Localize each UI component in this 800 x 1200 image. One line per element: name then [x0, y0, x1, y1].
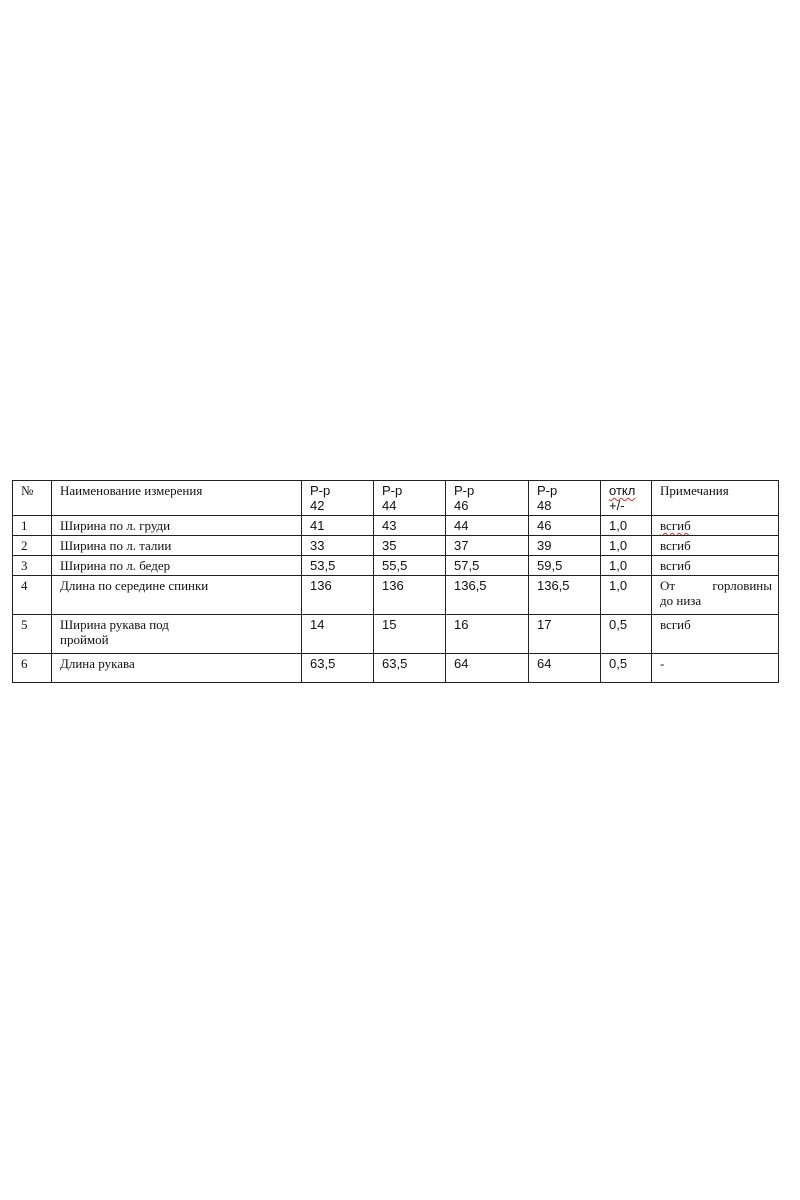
cell-note: всгиб	[652, 536, 779, 556]
header-size-46-label: Р-р	[454, 483, 475, 498]
cell-deviation: 1,0	[601, 556, 652, 576]
table-row	[13, 654, 779, 683]
cell-size-42: 14	[302, 615, 374, 654]
cell-deviation: 1,0	[601, 536, 652, 556]
header-size-44-label: Р-р	[382, 483, 403, 498]
cell-size-42: 136	[302, 576, 374, 615]
row-num: 3	[13, 556, 52, 576]
header-num	[13, 481, 52, 516]
cell-size-48: 64	[529, 654, 601, 683]
header-num-text: №	[21, 483, 34, 498]
cell-size-42: 41	[302, 516, 374, 536]
cell-size-48: 17	[529, 615, 601, 654]
row-name-line-1: Ширина рукава под	[60, 617, 169, 632]
table-row	[13, 536, 779, 556]
cell-size-42: 53,5	[302, 556, 374, 576]
cell-size-46: 37	[446, 536, 529, 556]
row-num: 5	[13, 615, 52, 654]
cell-size-44: 15	[374, 615, 446, 654]
cell-note-line-1: От горловины	[660, 578, 772, 593]
cell-size-44: 55,5	[374, 556, 446, 576]
header-size-42-value: 42	[310, 498, 325, 513]
cell-note: всгиб	[652, 615, 779, 654]
row-num: 1	[13, 516, 52, 536]
cell-note	[652, 516, 779, 536]
row-name: Ширина по л. талии	[52, 536, 302, 556]
row-name: Ширина по л. груди	[52, 516, 302, 536]
cell-size-44: 43	[374, 516, 446, 536]
row-name: Длина рукава	[52, 654, 302, 683]
header-deviation-label: откл	[609, 483, 636, 498]
table-row	[13, 576, 779, 615]
cell-size-46: 57,5	[446, 556, 529, 576]
table-row	[13, 556, 779, 576]
row-name: Длина по середине спинки	[52, 576, 302, 615]
cell-size-48: 39	[529, 536, 601, 556]
cell-size-44: 35	[374, 536, 446, 556]
cell-size-46: 44	[446, 516, 529, 536]
cell-note: всгиб	[652, 556, 779, 576]
cell-deviation: 0,5	[601, 654, 652, 683]
header-deviation-sign: +/-	[609, 498, 625, 513]
cell-deviation: 1,0	[601, 516, 652, 536]
cell-size-46: 136,5	[446, 576, 529, 615]
cell-size-48: 46	[529, 516, 601, 536]
row-name-line-2: проймой	[60, 632, 109, 647]
table-header-row	[13, 481, 779, 516]
header-size-48	[529, 481, 601, 516]
cell-deviation: 1,0	[601, 576, 652, 615]
row-name: Ширина по л. бедер	[52, 556, 302, 576]
cell-note	[652, 576, 779, 615]
header-name	[52, 481, 302, 516]
header-size-48-value: 48	[537, 498, 552, 513]
row-num: 6	[13, 654, 52, 683]
row-num: 2	[13, 536, 52, 556]
cell-size-46: 64	[446, 654, 529, 683]
header-size-48-label: Р-р	[537, 483, 558, 498]
cell-note: -	[652, 654, 779, 683]
cell-note-line-2: до низа	[660, 593, 702, 608]
cell-size-42: 33	[302, 536, 374, 556]
header-notes	[652, 481, 779, 516]
header-deviation	[601, 481, 652, 516]
cell-deviation: 0,5	[601, 615, 652, 654]
cell-size-44: 136	[374, 576, 446, 615]
header-size-42	[302, 481, 374, 516]
cell-size-42: 63,5	[302, 654, 374, 683]
table-row	[13, 516, 779, 536]
cell-size-46: 16	[446, 615, 529, 654]
row-num: 4	[13, 576, 52, 615]
cell-size-44: 63,5	[374, 654, 446, 683]
header-size-46-value: 46	[454, 498, 469, 513]
cell-note-text: всгиб	[660, 518, 691, 533]
header-size-46	[446, 481, 529, 516]
table-row	[13, 615, 779, 654]
header-size-44-value: 44	[382, 498, 397, 513]
header-size-42-label: Р-р	[310, 483, 331, 498]
header-notes-text: Примечания	[660, 483, 729, 498]
header-name-text: Наименование измерения	[60, 483, 203, 498]
cell-size-48: 59,5	[529, 556, 601, 576]
row-name	[52, 615, 302, 654]
cell-size-48: 136,5	[529, 576, 601, 615]
measurement-table	[12, 480, 779, 683]
header-size-44	[374, 481, 446, 516]
